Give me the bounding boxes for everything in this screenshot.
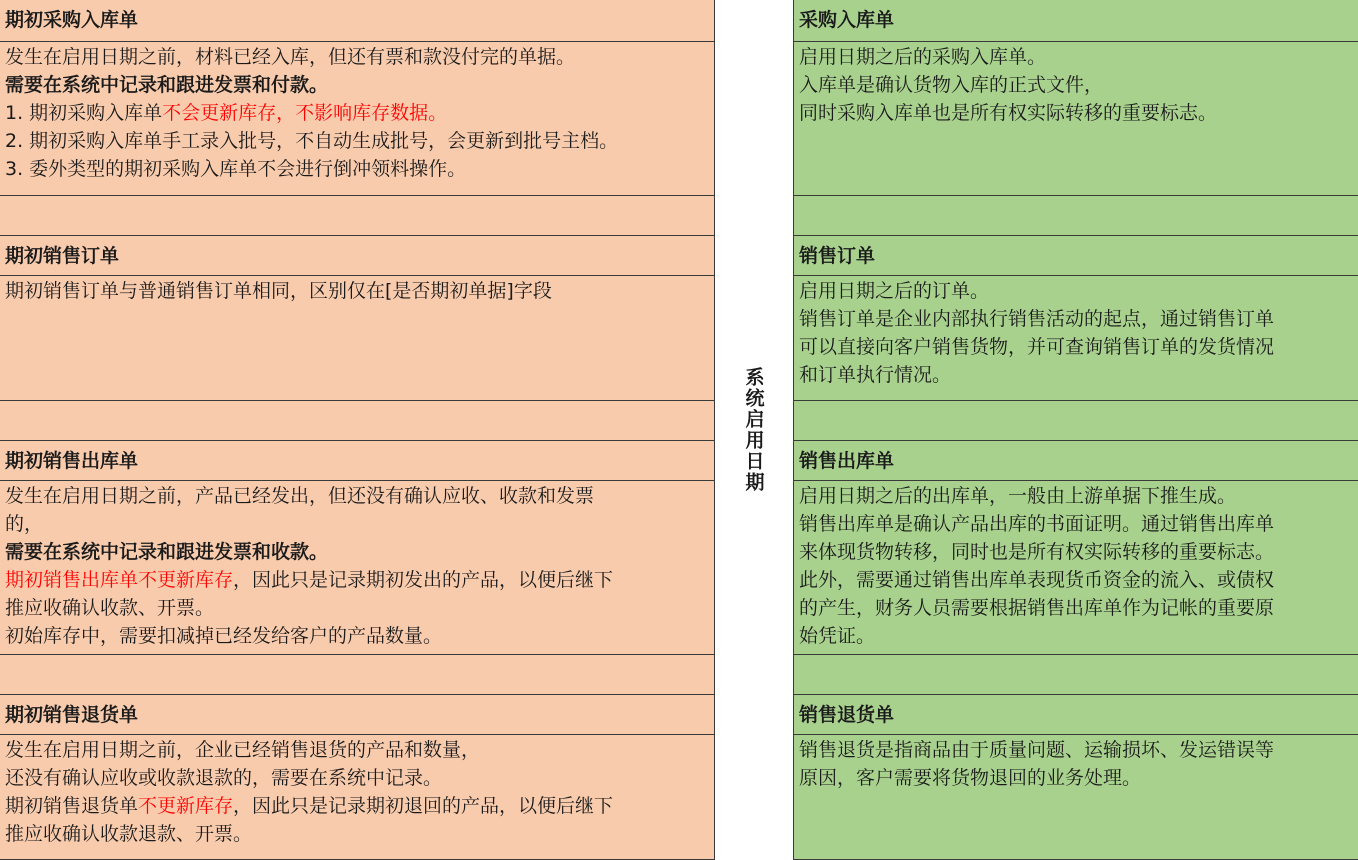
highlight-text: 不更新库存 xyxy=(138,795,234,817)
text-line xyxy=(5,510,710,538)
text-line xyxy=(799,736,1354,764)
body-text: 和订单执行情况。 xyxy=(799,364,952,386)
text-line xyxy=(5,736,710,764)
enable-date-label: 系统启用日期 xyxy=(742,367,765,493)
body-text: ，因此只是记录期初发出的产品，以便后继下 xyxy=(233,569,614,591)
text-line xyxy=(799,764,1354,792)
body-text: 销售出库单是确认产品出库的书面证明。通过销售出库单 xyxy=(799,513,1275,535)
cell-body[interactable] xyxy=(0,480,715,654)
body-text: 3. 委外类型的期初采购入库单不会进行倒冲领料操作。 xyxy=(5,158,467,180)
body-text: 原因，客户需要将货物退回的业务处理。 xyxy=(799,767,1142,789)
empty-cell[interactable] xyxy=(793,654,1358,694)
empty-cell[interactable] xyxy=(0,654,715,694)
emphasis-text: 需要在系统中记录和跟进发票和付款。 xyxy=(5,74,329,96)
body-text: 发生在启用日期之前，产品已经发出，但还没有确认应收、收款和发票 xyxy=(5,485,595,507)
text-line xyxy=(799,538,1354,566)
enable-date-divider xyxy=(715,0,793,860)
text-line xyxy=(799,71,1354,99)
text-line xyxy=(799,622,1354,650)
empty-cell[interactable] xyxy=(0,195,715,235)
text-line xyxy=(799,566,1354,594)
text-line xyxy=(5,482,710,510)
body-text: 启用日期之后的出库单，一般由上游单据下推生成。 xyxy=(799,485,1237,507)
text-line xyxy=(799,482,1354,510)
text-line xyxy=(799,510,1354,538)
body-text: 销售退货是指商品由于质量问题、运输损坏、发运错误等 xyxy=(799,739,1275,761)
cell-body[interactable] xyxy=(793,41,1358,195)
body-text: 此外，需要通过销售出库单表现货币资金的流入、或债权 xyxy=(799,569,1275,591)
text-line xyxy=(5,764,710,792)
cell-header[interactable]: 期初销售订单 xyxy=(0,235,715,275)
text-line xyxy=(799,361,1354,389)
text-line xyxy=(5,99,710,127)
body-text: 启用日期之后的采购入库单。 xyxy=(799,46,1047,68)
highlight-text: 期初销售出库单不更新库存 xyxy=(5,569,234,591)
cell-body[interactable] xyxy=(793,480,1358,654)
cell-body[interactable] xyxy=(793,734,1358,860)
body-text: 的产生，财务人员需要根据销售出库单作为记帐的重要原 xyxy=(799,597,1275,619)
body-text: 推应收确认收款退款、开票。 xyxy=(5,823,253,845)
body-text: 入库单是确认货物入库的正式文件， xyxy=(799,74,1104,96)
text-line xyxy=(799,594,1354,622)
text-line xyxy=(5,594,710,622)
text-line xyxy=(5,71,710,99)
body-text: 的， xyxy=(5,513,44,535)
highlight-text: 不会更新库存，不影响库存数据。 xyxy=(162,102,448,124)
body-text: 销售订单是企业内部执行销售活动的起点，通过销售订单 xyxy=(799,308,1275,330)
cell-header[interactable]: 期初销售出库单 xyxy=(0,440,715,480)
body-text: ，因此只是记录期初退回的产品，以便后继下 xyxy=(233,795,614,817)
text-line xyxy=(799,277,1354,305)
body-text: 始凭证。 xyxy=(799,625,876,647)
cell-body[interactable] xyxy=(0,734,715,860)
body-text: 来体现货物转移，同时也是所有权实际转移的重要标志。 xyxy=(799,541,1275,563)
text-line xyxy=(5,155,710,183)
cell-header[interactable]: 销售退货单 xyxy=(793,694,1358,734)
body-text: 可以直接向客户销售货物，并可查询销售订单的发货情况 xyxy=(799,336,1275,358)
body-text: 1. 期初采购入库单 xyxy=(5,102,163,124)
body-text: 发生在启用日期之前，企业已经销售退货的产品和数量， xyxy=(5,739,481,761)
cell-header[interactable]: 销售订单 xyxy=(793,235,1358,275)
text-line xyxy=(5,538,710,566)
body-text: 还没有确认应收或收款退款的，需要在系统中记录。 xyxy=(5,767,443,789)
body-text: 初始库存中，需要扣减掉已经发给客户的产品数量。 xyxy=(5,625,443,647)
cell-body[interactable] xyxy=(0,41,715,195)
cell-header[interactable]: 期初采购入库单 xyxy=(0,0,715,41)
empty-cell[interactable] xyxy=(793,195,1358,235)
text-line xyxy=(799,99,1354,127)
text-line xyxy=(5,127,710,155)
cell-body[interactable] xyxy=(0,275,715,400)
body-text: 同时采购入库单也是所有权实际转移的重要标志。 xyxy=(799,102,1218,124)
text-line xyxy=(799,305,1354,333)
text-line xyxy=(5,622,710,650)
body-text: 推应收确认收款、开票。 xyxy=(5,597,215,619)
cell-header[interactable]: 销售出库单 xyxy=(793,440,1358,480)
body-text: 发生在启用日期之前，材料已经入库，但还有票和款没付完的单据。 xyxy=(5,46,576,68)
text-line xyxy=(5,43,710,71)
empty-cell[interactable] xyxy=(793,400,1358,440)
text-line xyxy=(5,792,710,820)
text-line xyxy=(5,566,710,594)
body-text: 启用日期之后的订单。 xyxy=(799,280,990,302)
body-text: 期初销售订单与普通销售订单相同，区别仅在[是否期初单据]字段 xyxy=(5,280,552,302)
text-line xyxy=(5,277,710,305)
cell-body[interactable] xyxy=(793,275,1358,400)
text-line xyxy=(5,820,710,848)
text-line xyxy=(799,43,1354,71)
body-text: 期初销售退货单 xyxy=(5,795,139,817)
text-line xyxy=(799,333,1354,361)
emphasis-text: 需要在系统中记录和跟进发票和收款。 xyxy=(5,541,329,563)
empty-cell[interactable] xyxy=(0,400,715,440)
cell-header[interactable]: 期初销售退货单 xyxy=(0,694,715,734)
cell-header[interactable]: 采购入库单 xyxy=(793,0,1358,41)
right-column xyxy=(793,0,1358,860)
body-text: 2. 期初采购入库单手工录入批号，不自动生成批号，会更新到批号主档。 xyxy=(5,130,619,152)
